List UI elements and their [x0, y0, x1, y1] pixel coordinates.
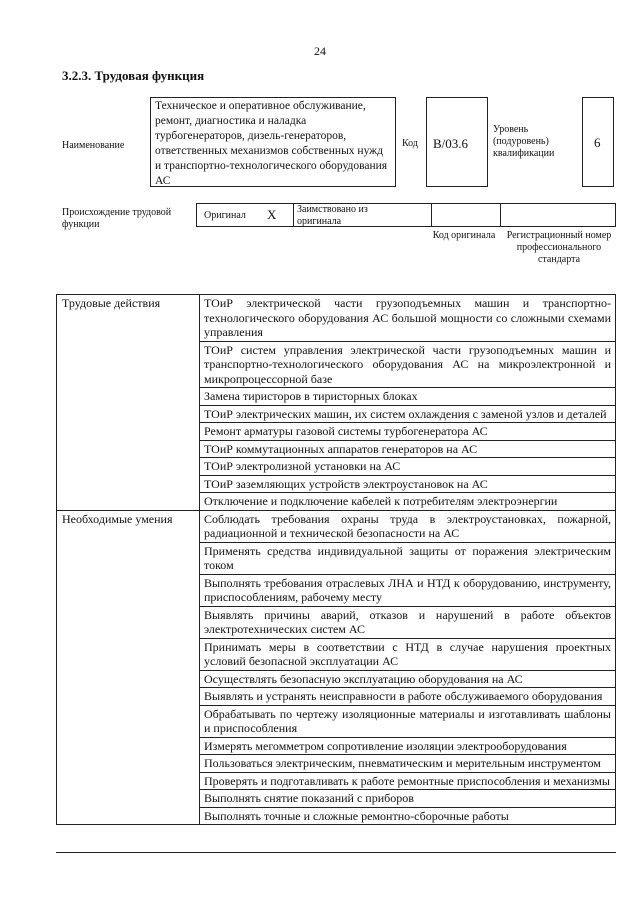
name-value: Техническое и оперативное обслуживание, ремонт, диагностика и наладка турбогенераторов, дизель-генераторов, ответственных механизмов собственных нужд и транспортно-технологического оборудования АС: [155, 100, 388, 187]
table-cell: ТОиР заземляющих устройств электроустановок на АС: [200, 475, 616, 493]
original-mark: X: [267, 207, 277, 222]
table-cell: ТОиР электрической части грузоподъемных машин и транспортно-технологического оборудования АС большой мощности со сложными схемами управления: [200, 295, 616, 342]
table-cell: ТОиР электрических машин, их систем охлаждения с заменой узлов и деталей: [200, 405, 616, 423]
table-cell: Измерять мегомметром сопротивление изоляции электрооборудования: [200, 737, 616, 755]
code-original-label: Код оригинала: [432, 230, 496, 241]
origin-divider-2: [431, 204, 432, 226]
table-cell: ТОиР систем управления электрической части грузоподъемных машин и транспортно-технологического оборудования АС на микроэлектронной и микропроцессорной базе: [200, 341, 616, 388]
name-label: Наименование: [62, 140, 125, 151]
table-cell: Проверять и подготавливать к работе ремонтные приспособления и механизмы: [200, 772, 616, 790]
table-cell: Выявлять и устранять неисправности в работе обслуживаемого оборудования: [200, 688, 616, 706]
code-value: В/03.6: [433, 136, 469, 151]
section-title-cell: Трудовые действия: [57, 295, 200, 511]
section-title-cell: Необходимые умения: [57, 510, 200, 825]
original-label: Оригинал: [204, 210, 246, 221]
page-number: 24: [314, 44, 326, 58]
table-row: [57, 295, 616, 342]
table-cell: Замена тиристоров в тиристорных блоках: [200, 388, 616, 406]
table-cell: Выполнять снятие показаний с приборов: [200, 790, 616, 808]
table-cell: Осуществлять безопасную эксплуатацию оборудования на АС: [200, 670, 616, 688]
origin-divider-1: [293, 204, 294, 226]
table-cell: Применять средства индивидуальной защиты от поражения электрическим током: [200, 542, 616, 574]
level-value: 6: [594, 135, 601, 150]
origin-label: Происхождение трудовой функции: [62, 207, 172, 230]
table-cell: ТОиР коммутационных аппаратов генераторов на АС: [200, 440, 616, 458]
level-label: Уровень (подуровень) квалификации: [493, 124, 555, 159]
function-table: [56, 294, 616, 825]
table-cell: Ремонт арматуры газовой системы турбогенератора АС: [200, 423, 616, 441]
table-cell: Соблюдать требования охраны труда в электроустановках, пожарной, радиационной и технической безопасности на АС: [200, 510, 616, 542]
table-cell: Выполнять требования отраслевых ЛНА и НТД к оборудованию, инструменту, приспособлениям, рабочему месту: [200, 574, 616, 606]
bottom-border: [56, 852, 616, 853]
code-box: [426, 97, 488, 187]
table-cell: Выполнять точные и сложные ремонтно-сборочные работы: [200, 807, 616, 825]
code-label: Код: [402, 138, 418, 149]
table-cell: Принимать меры в соответствии с НТД в случае нарушения проектных условий безопасной эксплуатации АС: [200, 638, 616, 670]
table-cell: Выявлять причины аварий, отказов и нарушений в работе объектов электротехнических систем АС: [200, 606, 616, 638]
section-title: 3.2.3. Трудовая функция: [62, 68, 205, 83]
reg-number-label: Регистрационный номер профессионального стандарта: [506, 230, 612, 265]
table-cell: Отключение и подключение кабелей к потребителям электроэнергии: [200, 493, 616, 511]
level-box: [582, 97, 614, 187]
borrowed-label: Заимствовано из оригинала: [297, 204, 368, 227]
table-cell: Обрабатывать по чертежу изоляционные материалы и изготавливать шаблоны и приспособления: [200, 705, 616, 737]
origin-table: [196, 203, 616, 227]
origin-divider-3: [500, 204, 501, 226]
table-cell: ТОиР электролизной установки на АС: [200, 458, 616, 476]
table-row: [57, 510, 616, 542]
name-value-box: [150, 97, 396, 187]
table-cell: Пользоваться электрическим, пневматическим и мерительным инструментом: [200, 755, 616, 773]
